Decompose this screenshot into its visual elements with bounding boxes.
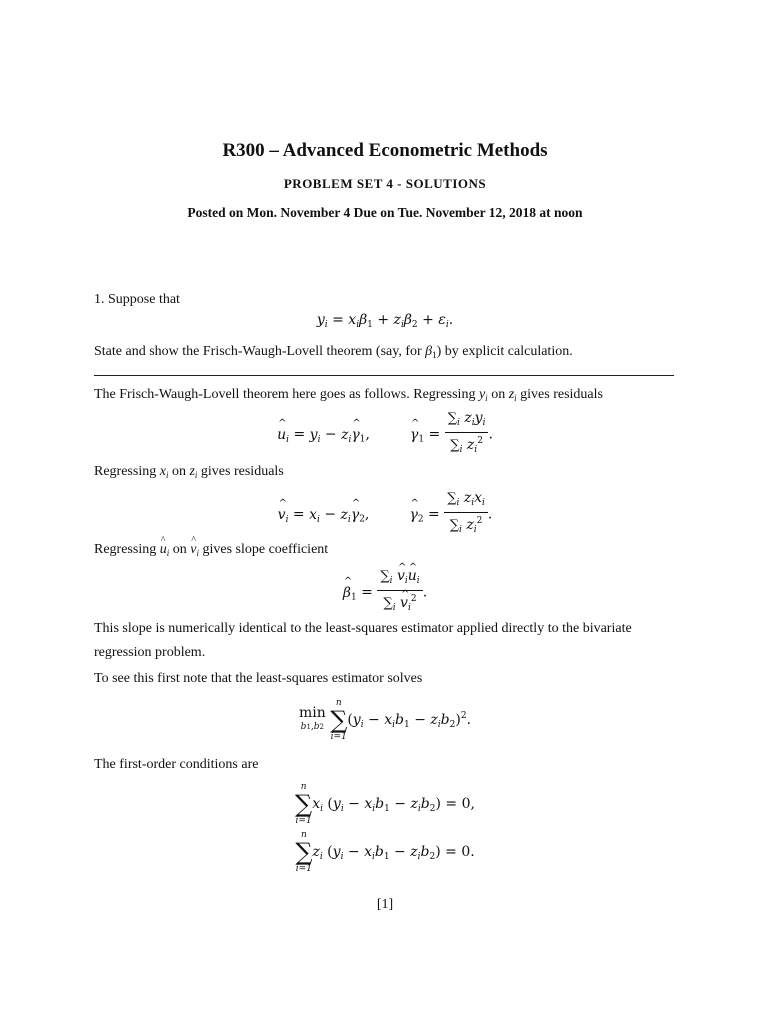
- problem-statement: State and show the Frisch-Waugh-Lovell theorem (say, for $\beta_1$) by explicit calculation.: [94, 344, 573, 360]
- solution-para-6: The first-order conditions are: [94, 757, 259, 772]
- solution-para-2: Regressing $x_i$ on $z_i$ gives residuals: [94, 464, 284, 480]
- solution-para-1: The Frisch-Waugh-Lovell theorem here goes as follows. Regressing $y_i$ on $z_i$ gives residuals: [94, 387, 603, 403]
- page-number: [1]: [376, 897, 394, 912]
- solution-para-5: To see this first note that the least-squares estimator solves: [94, 671, 423, 686]
- paper-title: R300 – Advanced Econometric Methods: [222, 140, 548, 161]
- solution-para-4: This slope is numerically identical to the least-squares estimator applied directly to the bivariate regression problem.: [94, 621, 632, 660]
- posted-date-line: Posted on Mon. November 4 Due on Tue. November 12, 2018 at noon: [187, 205, 583, 220]
- least-squares-objective: min b1,b2 n ∑ i=1 $(y_i - x_ib_1 - z_ib_2)^2$.: [298, 698, 472, 742]
- foc-equation-2: n ∑ i=1 $z_i$ $(y_i - x_ib_1 - z_ib_2) = 0$.: [295, 830, 475, 874]
- paper-subtitle: PROBLEM SET 4 - SOLUTIONS: [283, 176, 487, 191]
- foc-equation-1: n ∑ i=1 $x_i$ $(y_i - x_ib_1 - z_ib_2) = 0$,: [295, 782, 475, 826]
- residual-u-equation: ^ $u_i = y_i$ − $z_i\^{}$ $\gamma_1$, ^ $\gamma_1$ = $\frac{\sum_i z_iy_i}{\sum_i z_i^2}$ .: [0, 410, 770, 459]
- residual-v-equation: ^ $v_i = x_i$ − $z_i\^{}$ $\gamma_2$, ^ $\gamma_2$ = $\frac{\sum_i z_ix_i}{\sum_i z_i^2}$ .: [0, 490, 770, 539]
- solution-divider: [94, 375, 674, 376]
- beta-hat-equation: ^ $\beta_1$ = $\frac{\sum_i \^{} v_i\^{} u_i}{\sum_i \^{} v_i^2}$ .: [0, 568, 770, 617]
- solution-para-3: Regressing ^ $u_i$ on ^ $v_i$ gives slope coefficient: [94, 538, 676, 565]
- problem-intro: 1. Suppose that: [94, 292, 180, 307]
- model-equation: $y_i = x_i\beta_1 + z_i\beta_2 + \varepsilon_i$.: [316, 312, 454, 330]
